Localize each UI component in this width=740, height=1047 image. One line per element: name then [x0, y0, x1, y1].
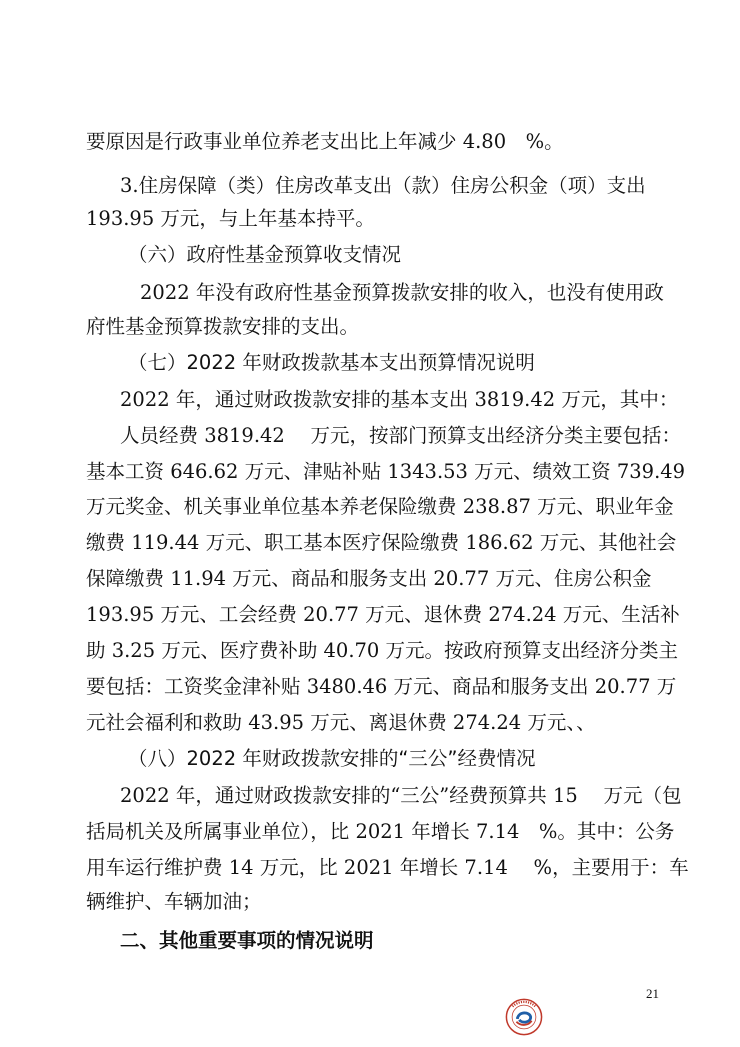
line-text: 府性基金预算拨款安排的支出。 [86, 315, 360, 338]
line-text: 193.95 万元、工会经费 20.77 万元、退休费 274.24 万元、生活补 [86, 603, 680, 626]
heading-text: （七）2022 年财政拨款基本支出预算情况说明 [128, 351, 535, 374]
heading-text: （六）政府性基金预算收支情况 [128, 243, 402, 266]
line-text: 缴费 119.44 万元、职工基本医疗保险缴费 186.62 万元、其他社会 [86, 531, 677, 554]
line-text: 助 3.25 万元、医疗费补助 40.70 万元。按政府预算支出经济分类主 [86, 639, 679, 662]
line-text: 用车运行维护费 14 万元，比 2021 年增长 7.14 %，主要用于：车 [86, 856, 689, 879]
page-number: 21 [646, 986, 659, 1001]
line-text: 基本工资 646.62 万元、津贴补贴 1343.53 万元、绩效工资 739.49 [86, 460, 686, 483]
line-text: 万元奖金、机关事业单位基本养老保险缴费 238.87 万元、职业年金 [86, 495, 674, 518]
line-text: 人员经费 3819.42 万元，按部门预算支出经济分类主要包括： [120, 424, 682, 447]
line-text: 2022 年，通过财政拨款安排的基本支出 3819.42 万元，其中： [120, 388, 679, 411]
line-text: 元社会福利和救助 43.95 万元、离退休费 274.24 万元、、 [86, 711, 596, 734]
heading-text: （八）2022 年财政拨款安排的“三公”经费情况 [128, 747, 536, 770]
line-text: 要包括：工资奖金津补贴 3480.46 万元、商品和服务支出 20.77 万 [86, 675, 677, 698]
line-text: 2022 年没有政府性基金预算拨款安排的收入，也没有使用政 [140, 281, 664, 304]
line-text: 3.住房保障（类）住房改革支出（款）住房公积金（项）支出 [120, 174, 646, 197]
heading-text: 二、其他重要事项的情况说明 [120, 929, 374, 952]
line-text: 193.95 万元，与上年基本持平。 [86, 207, 375, 230]
line-text: 括局机关及所属事业单位），比 2021 年增长 7.14 %。其中：公务 [86, 820, 675, 843]
line-text: 保障缴费 11.94 万元、商品和服务支出 20.77 万元、住房公积金 [86, 567, 652, 590]
line-text: 要原因是行政事业单位养老支出比上年减少 4.80 %。 [86, 130, 564, 153]
seal-logo-icon [505, 998, 543, 1036]
line-text: 辆维护、车辆加油； [86, 890, 262, 913]
line-text: 2022 年，通过财政拨款安排的“三公”经费预算共 15 万元（包 [120, 784, 682, 807]
